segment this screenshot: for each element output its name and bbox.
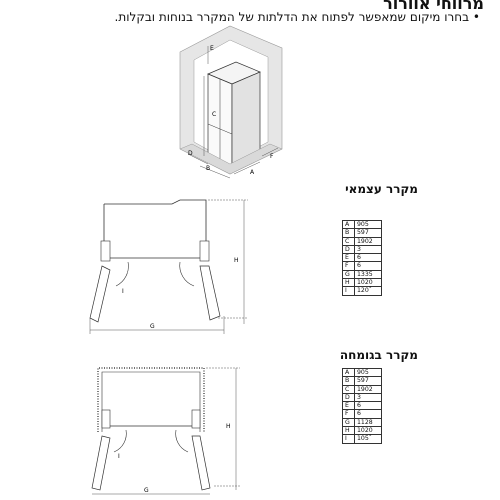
table-row <box>343 262 382 270</box>
label-h: H <box>226 423 231 430</box>
dimension-value: 1020 <box>355 427 382 435</box>
table-row <box>343 287 382 295</box>
table-row <box>343 418 382 426</box>
table-row <box>343 221 382 229</box>
dimension-value: 6 <box>355 410 382 418</box>
dimension-value: 1902 <box>355 385 382 393</box>
label-g: G <box>150 323 155 330</box>
left-door-open <box>92 436 110 490</box>
dimension-key: I <box>343 435 355 443</box>
dimension-key: F <box>343 410 355 418</box>
left-swing-arc <box>114 430 126 452</box>
label-d: D <box>188 150 193 157</box>
bullet-marker: • <box>472 10 480 24</box>
niche-wall <box>98 368 204 432</box>
dimension-key: G <box>343 418 355 426</box>
label-b: B <box>206 165 211 172</box>
table-row <box>343 229 382 237</box>
dimension-key: H <box>343 427 355 435</box>
niche-top-view-diagram <box>70 362 260 500</box>
right-swing-arc <box>180 262 194 286</box>
freestanding-top-view-diagram <box>68 196 258 338</box>
niche-dimensions-table <box>342 368 382 444</box>
label-g: G <box>144 487 149 494</box>
table-row <box>343 427 382 435</box>
dimension-key: A <box>343 221 355 229</box>
dimension-value: 597 <box>355 229 382 237</box>
dimension-value: 6 <box>355 262 382 270</box>
table-row <box>343 410 382 418</box>
dimension-key: A <box>343 369 355 377</box>
bullet-item <box>115 10 480 24</box>
table-row <box>343 279 382 287</box>
page-title: מרווחי אוורור <box>383 0 484 13</box>
dimension-value: 6 <box>355 402 382 410</box>
installation-diagram-isometric <box>170 24 300 184</box>
dimension-key: B <box>343 229 355 237</box>
dimension-value: 120˚ <box>355 287 382 295</box>
dimension-value: 6 <box>355 254 382 262</box>
dimension-value: 105˚ <box>355 435 382 443</box>
label-e: E <box>210 45 214 52</box>
table-row <box>343 245 382 253</box>
bullet-text: בחרו מיקום שמאפשר לפתוח את הדלתות של המקרר בנוחות ובקלות. <box>114 10 470 24</box>
dimension-key: E <box>343 254 355 262</box>
dimension-value: 905 <box>355 221 382 229</box>
dimension-value: 3 <box>355 245 382 253</box>
label-i: I <box>122 288 124 295</box>
left-hinge <box>101 241 110 261</box>
label-a: A <box>250 169 255 176</box>
table-row <box>343 385 382 393</box>
right-door-open <box>200 266 220 320</box>
right-hinge <box>200 241 209 261</box>
table-row <box>343 402 382 410</box>
dimension-key: B <box>343 377 355 385</box>
table-row <box>343 369 382 377</box>
table-row <box>343 254 382 262</box>
dimension-value: 1902 <box>355 237 382 245</box>
dimension-key: F <box>343 262 355 270</box>
right-swing-arc <box>176 430 188 452</box>
dimension-value: 905 <box>355 369 382 377</box>
dimension-value: 3 <box>355 393 382 401</box>
table-row <box>343 377 382 385</box>
dimension-key: G <box>343 270 355 278</box>
fridge-outline <box>102 372 200 432</box>
left-swing-arc <box>116 262 128 286</box>
label-c: C <box>212 111 217 118</box>
left-hinge <box>102 410 110 428</box>
dimension-key: C <box>343 237 355 245</box>
dimension-value: 1335 <box>355 270 382 278</box>
label-h: H <box>234 257 239 264</box>
left-door-open <box>90 266 110 322</box>
dimension-key: I <box>343 287 355 295</box>
dimension-value: 1128 <box>355 418 382 426</box>
dimension-key: D <box>343 393 355 401</box>
dimension-key: C <box>343 385 355 393</box>
fridge-outline-back <box>104 200 206 241</box>
label-f: F <box>270 153 274 160</box>
table-row <box>343 435 382 443</box>
dimension-key: E <box>343 402 355 410</box>
freestanding-dimensions-table <box>342 220 382 296</box>
dimension-key: H <box>343 279 355 287</box>
dimension-key: D <box>343 245 355 253</box>
table-row <box>343 270 382 278</box>
right-hinge <box>192 410 200 428</box>
dimension-value: 597 <box>355 377 382 385</box>
heading-freestanding: מקרר עצמאי <box>345 182 418 196</box>
table-row <box>343 393 382 401</box>
label-i: I <box>118 453 120 460</box>
right-door-open <box>192 436 210 490</box>
table-row <box>343 237 382 245</box>
heading-niche: מקרר בגומחה <box>339 348 418 362</box>
dimension-value: 1020 <box>355 279 382 287</box>
